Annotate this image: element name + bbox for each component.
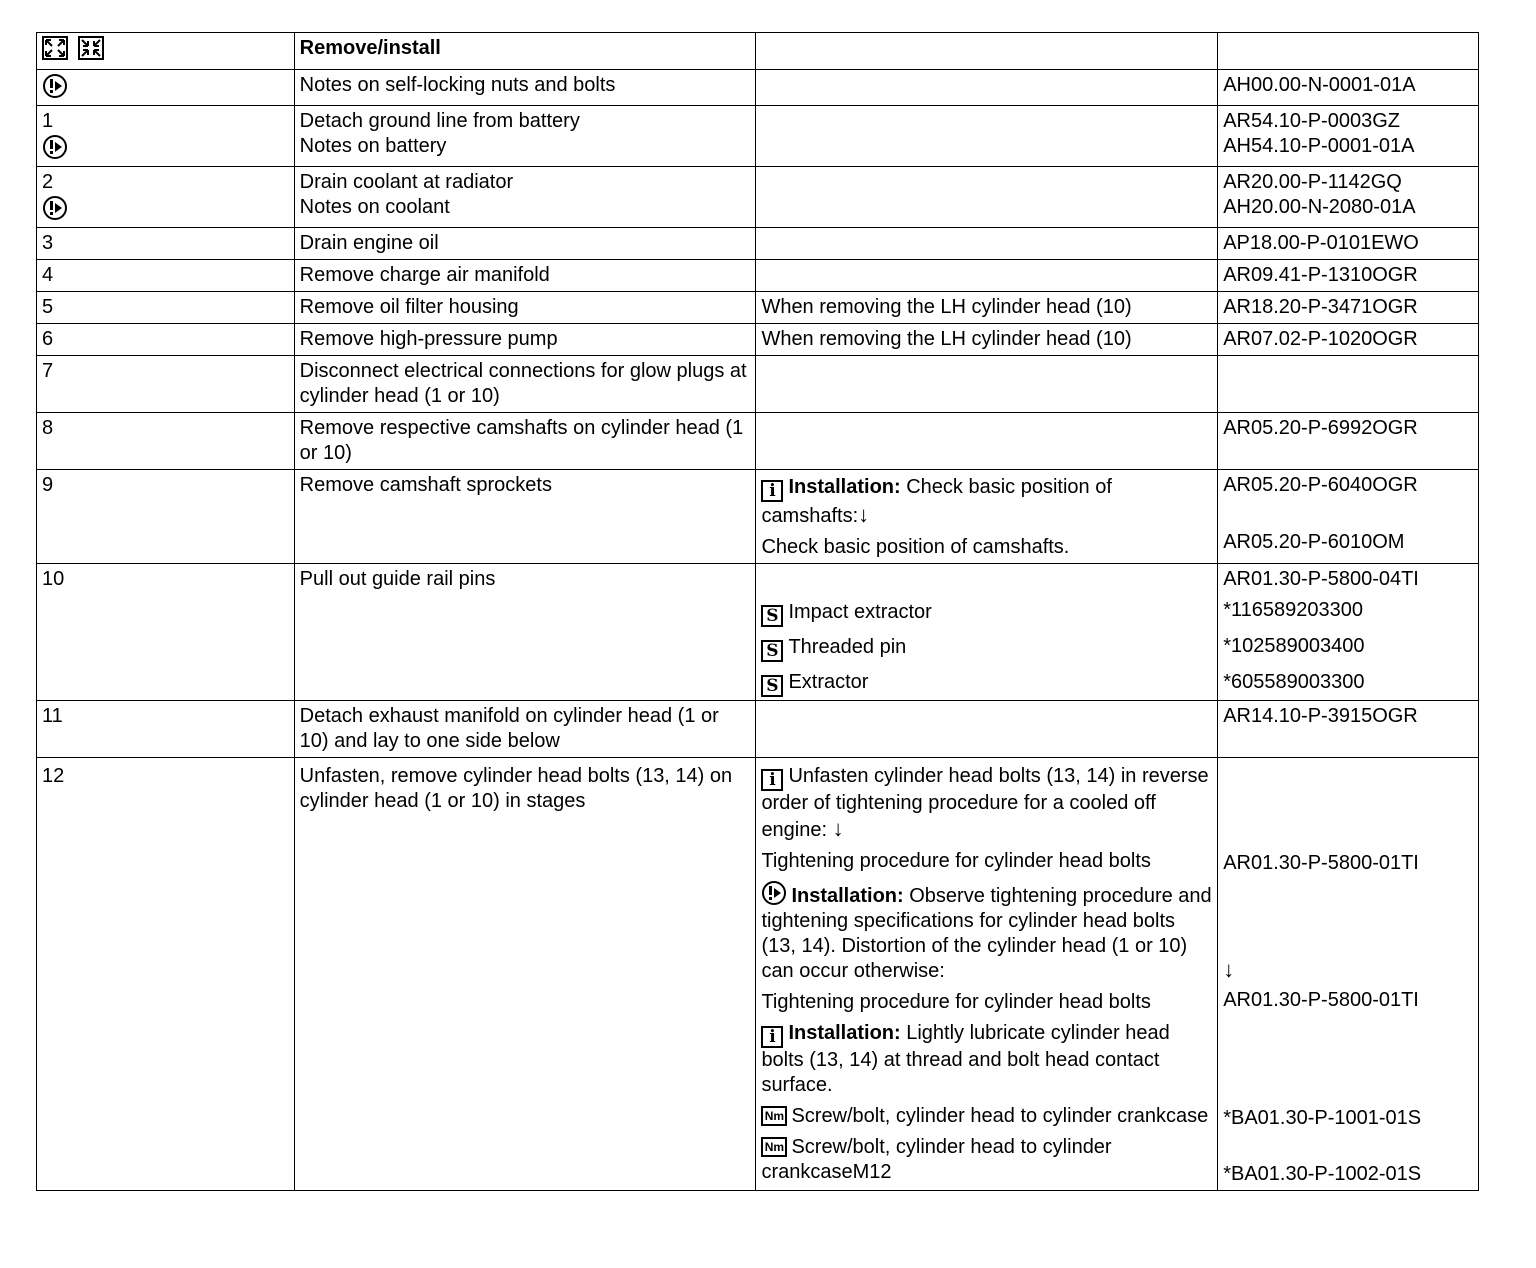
tool-number-link[interactable]: *102589003400 xyxy=(1223,635,1365,657)
step-number: 12 xyxy=(37,758,295,1191)
note-cell: When removing the LH cylinder head (10) xyxy=(756,324,1218,356)
ref-link[interactable]: AH00.00-N-0001-01A xyxy=(1218,70,1479,106)
table-row xyxy=(37,228,1479,260)
ref-cell xyxy=(1218,564,1479,701)
ref-link[interactable]: AR01.30-P-5800-01TI xyxy=(1223,989,1419,1011)
note-cell xyxy=(756,260,1218,292)
ref-cell xyxy=(1218,758,1479,1191)
step-number: 11 xyxy=(37,701,295,758)
step-icon-line xyxy=(42,134,289,163)
note-cell xyxy=(756,701,1218,758)
ref-cell xyxy=(1218,470,1479,564)
info-icon: i xyxy=(761,480,783,502)
header-title: Remove/install xyxy=(294,33,756,70)
note-text: Screw/bolt, cylinder head to cylinder crankcaseM12 xyxy=(761,1136,1112,1183)
ref-link[interactable]: AR05.20-P-6010OM xyxy=(1223,531,1405,553)
ref-cell xyxy=(1218,356,1479,413)
header-empty-cell xyxy=(756,33,1218,70)
step-icon-line xyxy=(42,195,289,224)
info-icon: i xyxy=(761,1026,783,1048)
ref-link[interactable]: *BA01.30-P-1002-01S xyxy=(1223,1163,1422,1185)
warning-note-icon xyxy=(761,880,787,906)
table-row xyxy=(37,324,1479,356)
ref-cell xyxy=(1218,167,1479,228)
table-row xyxy=(37,701,1479,758)
special-tool-icon: S xyxy=(761,640,783,662)
torque-icon: Nm xyxy=(761,1137,787,1157)
step-number: 7 xyxy=(37,356,295,413)
action-cell xyxy=(294,106,756,167)
ref-link[interactable]: AR14.10-P-3915OGR xyxy=(1218,701,1479,758)
ref-link[interactable]: AP18.00-P-0101EWO xyxy=(1218,228,1479,260)
action-cell: Pull out guide rail pins xyxy=(294,564,756,701)
down-arrow-icon[interactable]: ↓ xyxy=(858,502,870,527)
table-row xyxy=(37,106,1479,167)
action-cell: Unfasten, remove cylinder head bolts (13, 14) on cylinder head (1 or 10) in stages xyxy=(294,758,756,1191)
tool-number-link[interactable]: *116589203300 xyxy=(1223,599,1363,621)
tool-name: Extractor xyxy=(788,671,869,693)
table-row xyxy=(37,260,1479,292)
warning-note-icon xyxy=(42,195,68,221)
step-number: 10 xyxy=(37,564,295,701)
action-cell: Disconnect electrical connections for glow plugs at cylinder head (1 or 10) xyxy=(294,356,756,413)
action-cell: Drain engine oil xyxy=(294,228,756,260)
expand-icon[interactable] xyxy=(42,36,68,60)
warning-note-icon xyxy=(42,134,68,160)
ref-link[interactable]: AR05.20-P-6040OGR xyxy=(1223,474,1418,496)
step-number: 4 xyxy=(37,260,295,292)
ref-link[interactable]: AH54.10-P-0001-01A xyxy=(1223,135,1415,157)
note-cell xyxy=(756,228,1218,260)
ref-link[interactable]: AR54.10-P-0003GZ xyxy=(1223,110,1400,132)
note-text: Check basic position of camshafts. xyxy=(761,536,1070,558)
step-number: 1 xyxy=(42,110,54,132)
note-text: Tightening procedure for cylinder head bolts xyxy=(761,850,1151,872)
tool-name: Threaded pin xyxy=(788,636,907,658)
sub-action-text: Notes on battery xyxy=(299,135,447,157)
ref-link[interactable]: AR05.20-P-6992OGR xyxy=(1218,413,1479,470)
tool-item xyxy=(761,600,1212,627)
note-text: Observe tightening procedure and tightening specifications for cylinder head bolts (13, 14). Distortion of the cylinder head (1 or 10) can occur otherwise: xyxy=(761,885,1212,982)
step-number: 6 xyxy=(37,324,295,356)
note-cell xyxy=(756,167,1218,228)
ref-link[interactable]: AH20.00-N-2080-01A xyxy=(1223,196,1416,218)
sub-action-text: Notes on coolant xyxy=(299,196,450,218)
step-cell xyxy=(37,167,295,228)
note-text: Screw/bolt, cylinder head to cylinder crankcase xyxy=(791,1105,1209,1127)
note-cell: When removing the LH cylinder head (10) xyxy=(756,292,1218,324)
tool-item xyxy=(761,670,1212,697)
note-cell xyxy=(756,470,1218,564)
ref-link[interactable]: AR20.00-P-1142GQ xyxy=(1223,171,1402,193)
table-row xyxy=(37,470,1479,564)
warning-note xyxy=(761,880,1212,984)
step-number: 9 xyxy=(37,470,295,564)
action-text: Drain coolant at radiator xyxy=(299,171,514,193)
table-row xyxy=(37,356,1479,413)
note-bold-label: Installation: xyxy=(788,1022,901,1044)
step-cell xyxy=(37,106,295,167)
table-row xyxy=(37,292,1479,324)
ref-link[interactable]: *BA01.30-P-1001-01S xyxy=(1223,1107,1422,1129)
note-cell xyxy=(756,70,1218,106)
step-number: 5 xyxy=(37,292,295,324)
step-number: 3 xyxy=(37,228,295,260)
note-text: Lightly lubricate cylinder head bolts (13, 14) at thread and bolt head contact surface. xyxy=(761,1022,1170,1096)
tool-number-link[interactable]: *605589003300 xyxy=(1223,671,1365,693)
action-cell xyxy=(294,167,756,228)
action-cell: Remove oil filter housing xyxy=(294,292,756,324)
special-tool-icon: S xyxy=(761,675,783,697)
info-note xyxy=(761,1021,1212,1098)
warning-note-icon xyxy=(42,73,68,99)
torque-note xyxy=(761,1135,1212,1185)
action-cell: Remove camshaft sprockets xyxy=(294,470,756,564)
note-cell xyxy=(756,356,1218,413)
table-row xyxy=(37,758,1479,1191)
note-cell xyxy=(756,413,1218,470)
step-cell xyxy=(37,70,295,106)
info-note xyxy=(761,764,1212,843)
note-text: Tightening procedure for cylinder head bolts xyxy=(761,991,1151,1013)
tool-item xyxy=(761,635,1212,662)
note-bold-label: Installation: xyxy=(788,476,901,498)
step-number: 2 xyxy=(42,171,54,193)
info-icon: i xyxy=(761,769,783,791)
ref-link[interactable]: AR01.30-P-5800-04TI xyxy=(1223,568,1419,590)
ref-link[interactable]: AR01.30-P-5800-01TI xyxy=(1223,852,1419,874)
note-bold-label: Installation: xyxy=(791,885,904,907)
table-header-row xyxy=(37,33,1479,70)
header-empty-cell xyxy=(1218,33,1479,70)
ref-link[interactable]: AR18.20-P-3471OGR xyxy=(1218,292,1479,324)
ref-link[interactable]: AR07.02-P-1020OGR xyxy=(1218,324,1479,356)
note-cell xyxy=(756,758,1218,1191)
table-row xyxy=(37,70,1479,106)
table-row xyxy=(37,564,1479,701)
torque-icon: Nm xyxy=(761,1106,787,1126)
action-cell: Remove charge air manifold xyxy=(294,260,756,292)
down-arrow-icon[interactable]: ↓ xyxy=(832,816,844,841)
step-number: 8 xyxy=(37,413,295,470)
ref-link[interactable]: AR09.41-P-1310OGR xyxy=(1218,260,1479,292)
note-cell xyxy=(756,564,1218,701)
table-row xyxy=(37,413,1479,470)
info-note xyxy=(761,473,1212,529)
action-cell: Remove respective camshafts on cylinder head (1 or 10) xyxy=(294,413,756,470)
torque-note xyxy=(761,1104,1212,1129)
header-icons-cell xyxy=(37,33,295,70)
action-cell: Detach exhaust manifold on cylinder head (1 or 10) and lay to one side below xyxy=(294,701,756,758)
note-cell xyxy=(756,106,1218,167)
procedure-table xyxy=(36,32,1479,1191)
special-tool-icon: S xyxy=(761,605,783,627)
ref-cell xyxy=(1218,106,1479,167)
action-cell: Remove high-pressure pump xyxy=(294,324,756,356)
down-arrow-icon[interactable]: ↓ xyxy=(1223,957,1235,982)
note-text: Check basic position of camshafts: xyxy=(761,476,1112,527)
action-cell: Notes on self-locking nuts and bolts xyxy=(294,70,756,106)
note-text: Unfasten cylinder head bolts (13, 14) in reverse order of tightening procedure for a cooled off engine: xyxy=(761,765,1209,841)
table-row xyxy=(37,167,1479,228)
action-text: Detach ground line from battery xyxy=(299,110,580,132)
tool-name: Impact extractor xyxy=(788,601,932,623)
collapse-icon[interactable] xyxy=(78,36,104,60)
